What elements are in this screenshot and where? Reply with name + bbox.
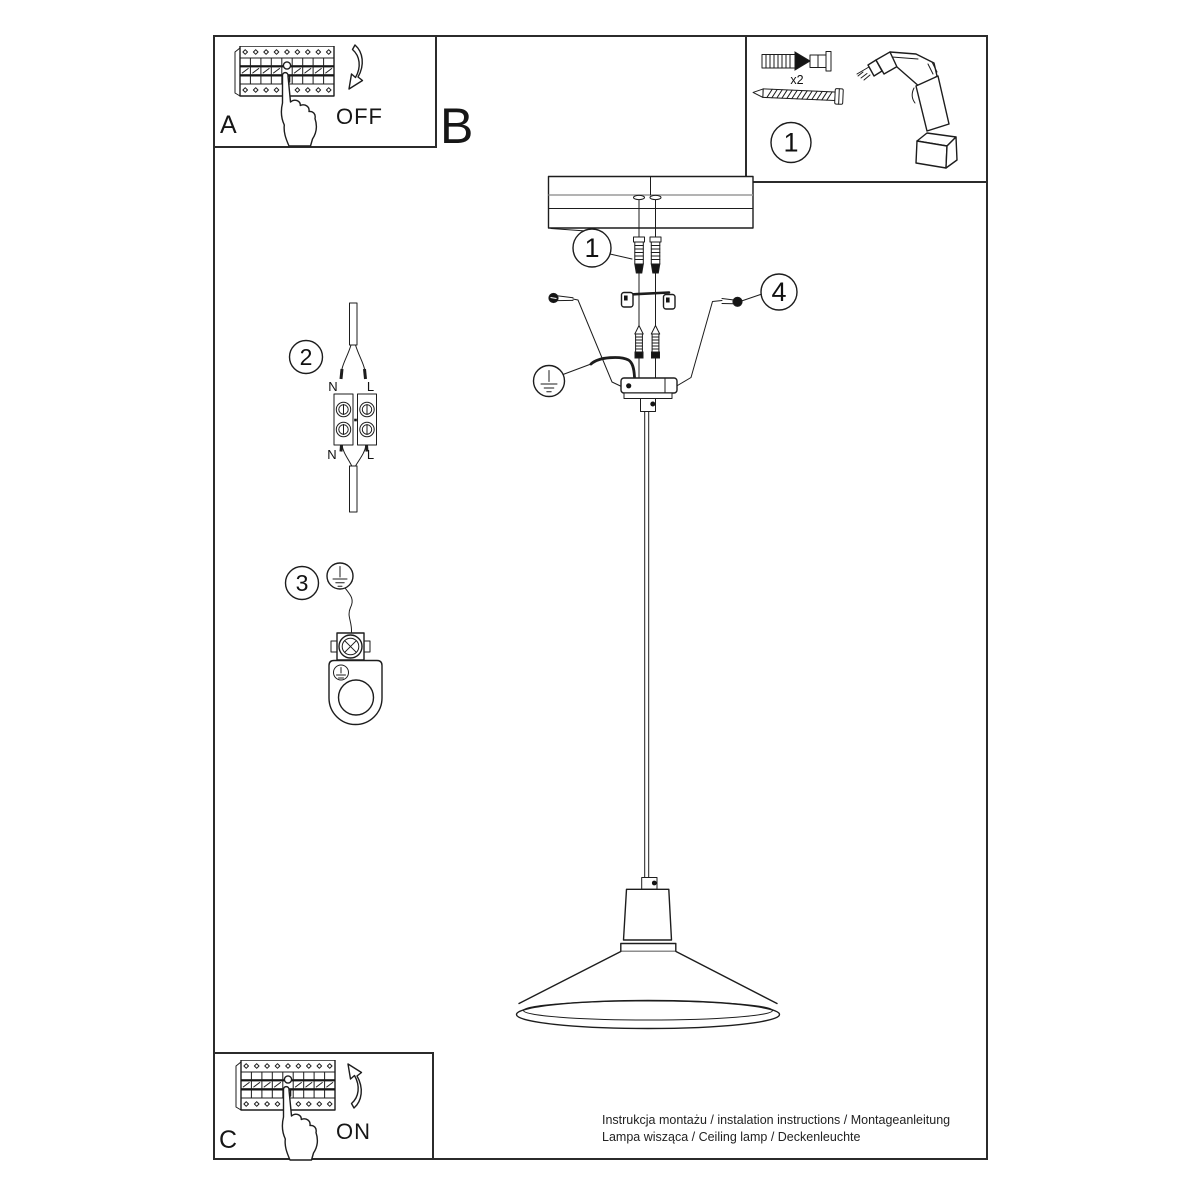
footer-text (602, 1112, 950, 1145)
pendant-lamp (517, 878, 780, 1029)
ground-symbol-icon (534, 366, 565, 397)
footer-line-1: Instrukcja montażu / instalation instructions / Montageanleitung (602, 1113, 951, 1127)
power-on-label: ON (336, 1119, 371, 1144)
breaker-panel-off (232, 46, 342, 147)
panel-back-edge (235, 48, 240, 96)
suspension-cable (645, 412, 649, 879)
parts-callout-1 (771, 123, 811, 163)
step-a-label: A (220, 111, 237, 139)
ground-wire (563, 358, 635, 377)
lamp-cable (350, 466, 358, 512)
callout-4-number: 4 (771, 277, 787, 307)
ground-symbol-icon (327, 563, 353, 589)
screw-icon (753, 85, 844, 104)
mounting-plate (329, 661, 382, 725)
mounting-bracket (622, 293, 676, 310)
callout-2 (290, 341, 323, 374)
wall-plug (634, 237, 645, 273)
parts-box-drawing (745, 35, 988, 183)
ceiling-slab (549, 177, 754, 229)
parts-callout-1-number: 1 (783, 127, 799, 158)
canopy-screw-right (678, 295, 761, 386)
breaker-panel-on (233, 1060, 343, 1161)
grounding-diagram (280, 550, 400, 735)
arrow-up-icon (341, 1058, 367, 1110)
lamp-socket (624, 889, 672, 940)
drill-icon (857, 52, 957, 168)
toggle-knob (283, 62, 290, 69)
label-live-bottom: L (366, 447, 375, 462)
callout-3 (286, 567, 319, 600)
toggle-knob (284, 1076, 291, 1083)
shade-collar (621, 944, 676, 952)
wiring-diagram (280, 290, 400, 525)
callout-1 (551, 229, 632, 268)
callout-3-number: 3 (295, 570, 309, 596)
label-neutral-top: N (328, 379, 338, 394)
step-b-label: B (440, 98, 474, 154)
power-off-label: OFF (336, 104, 383, 129)
label-neutral-bottom: N (327, 447, 337, 462)
terminal-block (334, 394, 377, 445)
callout-1-number: 1 (584, 233, 600, 263)
ground-lead-wire (345, 588, 352, 632)
drill-hole-left (634, 195, 645, 199)
ceiling-canopy (621, 378, 677, 412)
arrow-down-icon (342, 43, 368, 95)
step-c-label: C (219, 1126, 238, 1154)
callout-2-number: 2 (299, 344, 313, 370)
mains-cable (350, 303, 358, 345)
mount-screw (635, 326, 643, 359)
drill-hole-right (650, 195, 661, 199)
callout-4 (761, 274, 797, 310)
footer-line-2: Lampa wisząca / Ceiling lamp / Deckenleuchte (602, 1129, 861, 1144)
wall-plug-icon (762, 52, 831, 72)
assembly-diagram (505, 165, 805, 1040)
shade-rim (517, 1001, 780, 1029)
ground-terminal (331, 633, 370, 660)
label-live-top: L (366, 379, 375, 394)
dowel-quantity: x2 (790, 73, 804, 87)
